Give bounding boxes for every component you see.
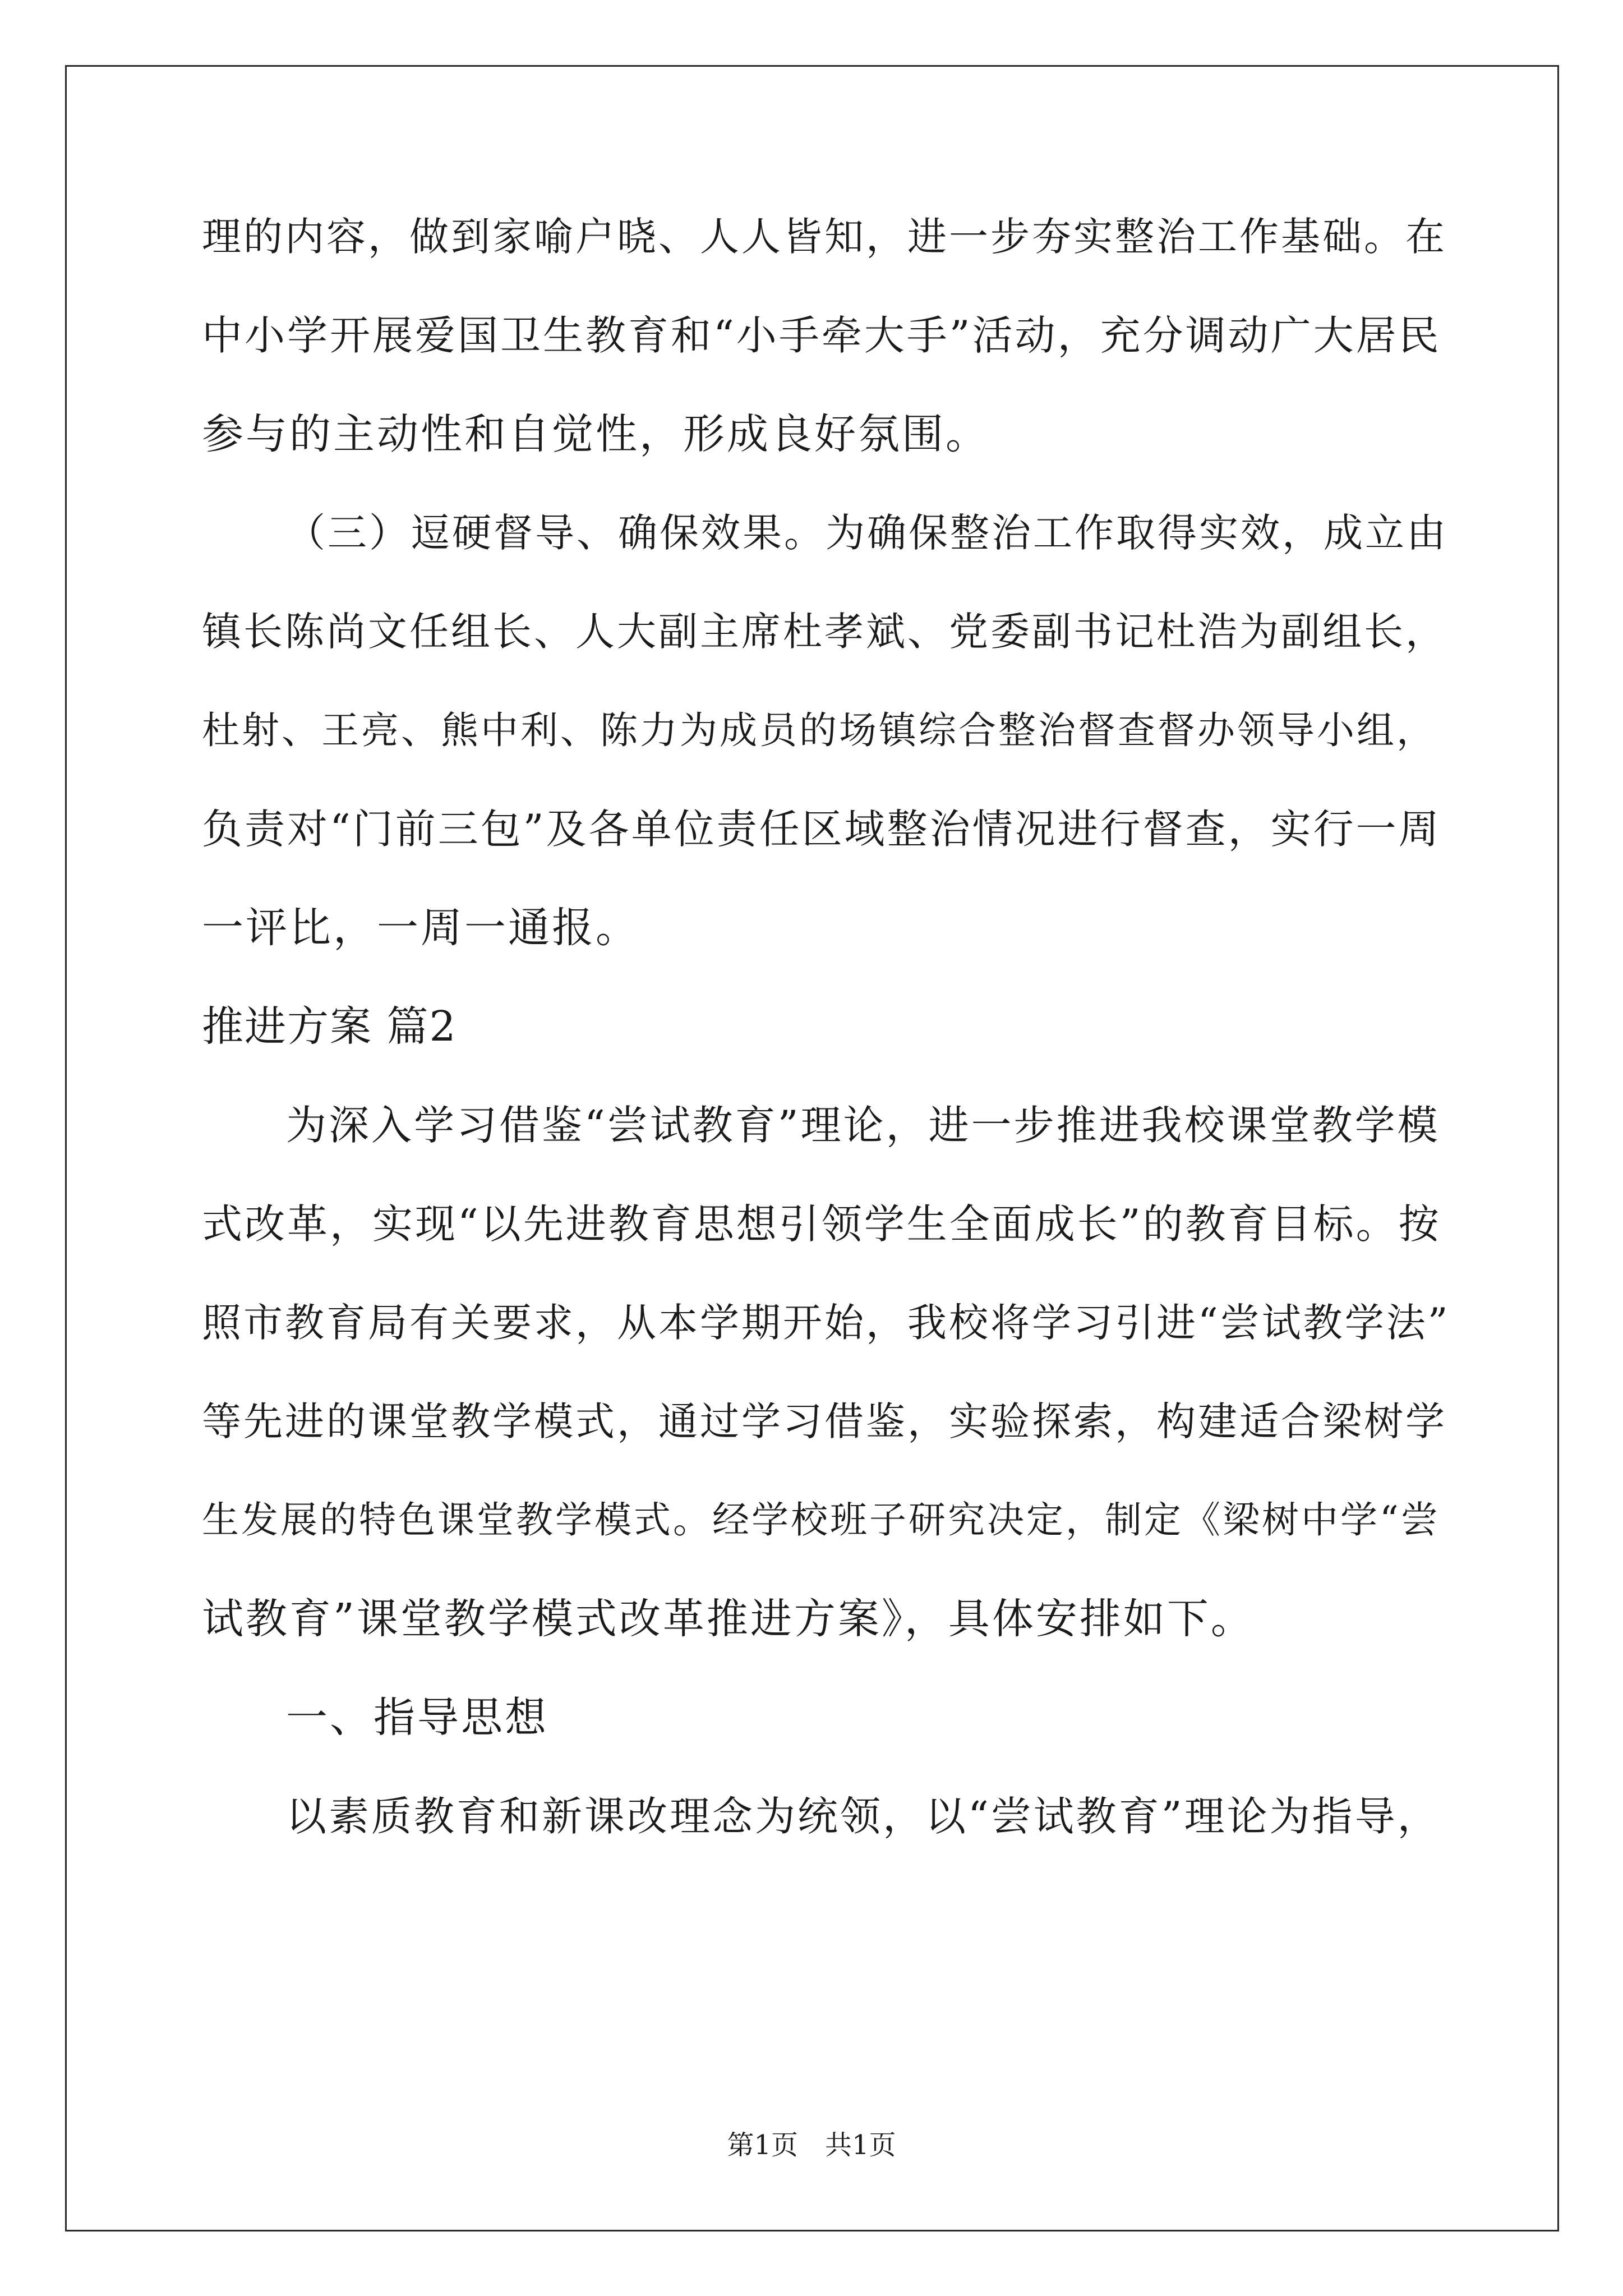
text-line: 式改革，实现“以先进教育思想引领学生全面成长”的教育目标。按: [202, 1200, 1441, 1248]
section-heading: 推进方案 篇2: [202, 1002, 457, 1051]
text-line: 中小学开展爱国卫生教育和“小手牵大手”活动，充分调动广大居民: [202, 312, 1441, 359]
text-line: 参与的主动性和自觉性，形成良好氛围。: [202, 410, 989, 458]
text-line: 杜射、王亮、熊中利、陈力为成员的场镇综合整治督查督办领导小组，: [202, 708, 1436, 752]
text-line: 为深入学习借鉴“尝试教育”理论，进一步推进我校课堂教学模: [286, 1102, 1440, 1149]
text-line: 镇长陈尚文任组长、人大副主席杜孝斌、党委副书记杜浩为副组长，: [202, 609, 1447, 655]
text-line: 等先进的课堂教学模式，通过学习借鉴，实验探索，构建适合梁树学: [202, 1398, 1447, 1444]
page-number-footer: 第1页 共1页: [727, 2129, 896, 2161]
text-line: 试教育”课堂教学模式改革推进方案》，具体安排如下。: [202, 1595, 1255, 1643]
text-line: 照市教育局有关要求，从本学期开始，我校将学习引进“尝试教学法”: [202, 1300, 1450, 1346]
text-line: 理的内容，做到家喻户晓、人人皆知，进一步夯实整治工作基础。在: [202, 214, 1447, 260]
text-line: （三）逗硬督导、确保效果。为确保整治工作取得实效，成立由: [286, 510, 1448, 556]
document-body: [202, 216, 1453, 1894]
subsection-heading: 一、指导思想: [286, 1694, 548, 1742]
text-line: 生发展的特色课堂教学模式。经学校班子研究决定，制定《梁树中学“尝: [202, 1498, 1440, 1542]
text-line: 以素质教育和新课改理念为统领，以“尝试教育”理论为指导，: [286, 1793, 1440, 1840]
text-line: 负责对“门前三包”及各单位责任区域整治情况进行督查，实行一周: [202, 806, 1441, 853]
text-line: 一评比，一周一通报。: [202, 904, 639, 952]
